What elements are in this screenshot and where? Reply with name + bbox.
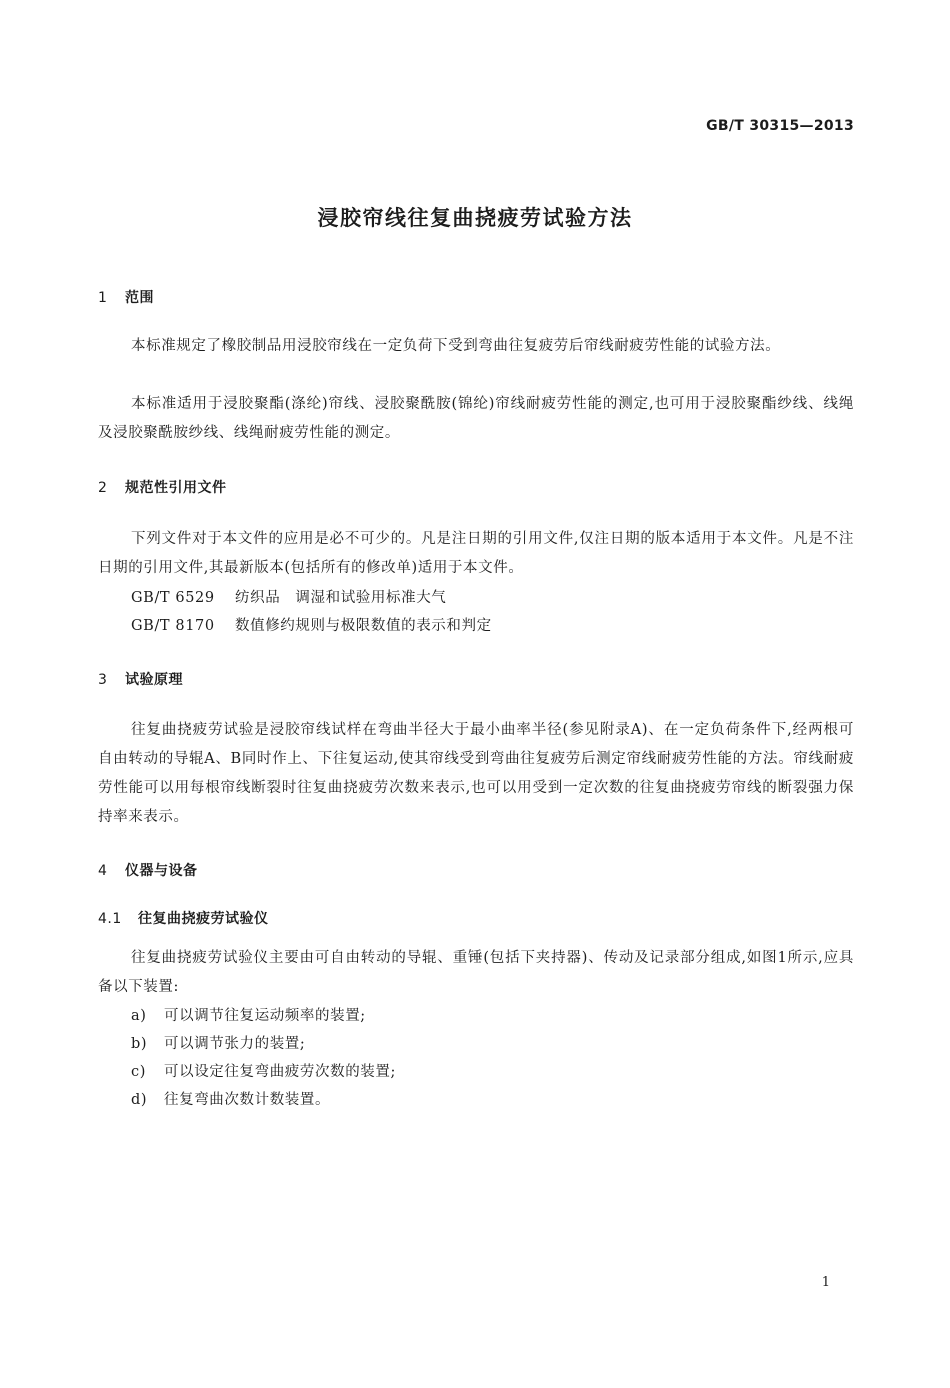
reference-code: GB/T 8170 — [131, 618, 215, 634]
section-title: 范围 — [125, 290, 154, 306]
list-marker: d) — [131, 1092, 148, 1108]
subsection-4-1-paragraph-1: 往复曲挠疲劳试验仪主要由可自由转动的导辊、重锤(包括下夹持器)、传动及记录部分组成,如图1所示,应具备以下装置: — [98, 950, 854, 995]
list-marker: b) — [131, 1036, 148, 1052]
section-number: 4 — [98, 863, 108, 879]
standard-number: GB/T 30315—2013 — [706, 118, 854, 134]
list-marker: a) — [131, 1008, 147, 1024]
list-text: 可以设定往复弯曲疲劳次数的装置; — [164, 1064, 396, 1080]
subsection-title: 往复曲挠疲劳试验仪 — [138, 911, 269, 927]
document-title: 浸胶帘线往复曲挠疲劳试验方法 — [317, 206, 633, 230]
list-marker: c) — [131, 1064, 146, 1080]
section-3-heading — [98, 669, 183, 689]
list-text: 往复弯曲次数计数装置。 — [164, 1092, 331, 1108]
reference-item — [131, 614, 492, 635]
list-item — [131, 1088, 330, 1109]
section-2-heading — [98, 477, 227, 497]
section-number: 1 — [98, 290, 108, 306]
section-title: 规范性引用文件 — [125, 480, 227, 496]
reference-title: 数值修约规则与极限数值的表示和判定 — [235, 618, 492, 634]
section-2-paragraph-1: 下列文件对于本文件的应用是必不可少的。凡是注日期的引用文件,仅注日期的版本适用于本文件。凡是不注日期的引用文件,其最新版本(包括所有的修改单)适用于本文件。 — [98, 531, 854, 576]
reference-item — [131, 586, 446, 607]
section-4-heading — [98, 860, 198, 880]
section-1-heading — [98, 287, 154, 307]
subsection-4-1-heading — [98, 908, 269, 928]
section-title: 试验原理 — [125, 672, 183, 688]
list-text: 可以调节张力的装置; — [164, 1036, 306, 1052]
page-number: 1 — [821, 1275, 830, 1290]
section-1-paragraph-1: 本标准规定了橡胶制品用浸胶帘线在一定负荷下受到弯曲往复疲劳后帘线耐疲劳性能的试验方法。 — [131, 338, 781, 354]
section-1-paragraph-2: 本标准适用于浸胶聚酯(涤纶)帘线、浸胶聚酰胺(锦纶)帘线耐疲劳性能的测定,也可用于浸胶聚酯纱线、线绳及浸胶聚酰胺纱线、线绳耐疲劳性能的测定。 — [98, 396, 854, 441]
section-number: 3 — [98, 672, 108, 688]
list-text: 可以调节往复运动频率的装置; — [164, 1008, 366, 1024]
reference-code: GB/T 6529 — [131, 590, 215, 606]
list-item — [131, 1060, 396, 1081]
subsection-number: 4.1 — [98, 911, 122, 927]
section-title: 仪器与设备 — [125, 863, 198, 879]
section-number: 2 — [98, 480, 108, 496]
section-3-paragraph-1: 往复曲挠疲劳试验是浸胶帘线试样在弯曲半径大于最小曲率半径(参见附录A)、在一定负荷条件下,经两根可自由转动的导辊A、B同时作上、下往复运动,使其帘线受到弯曲往复疲劳后测定帘线耐疲劳性能的方法。帘线耐疲劳性能可以用每根帘线断裂时往复曲挠疲劳次数来表示,也可以用受到一定次数的往复曲挠疲劳帘线的断裂强力保持率来表示。 — [98, 722, 854, 825]
reference-title: 纺织品 调湿和试验用标准大气 — [235, 590, 447, 606]
list-item — [131, 1032, 305, 1053]
list-item — [131, 1004, 366, 1025]
